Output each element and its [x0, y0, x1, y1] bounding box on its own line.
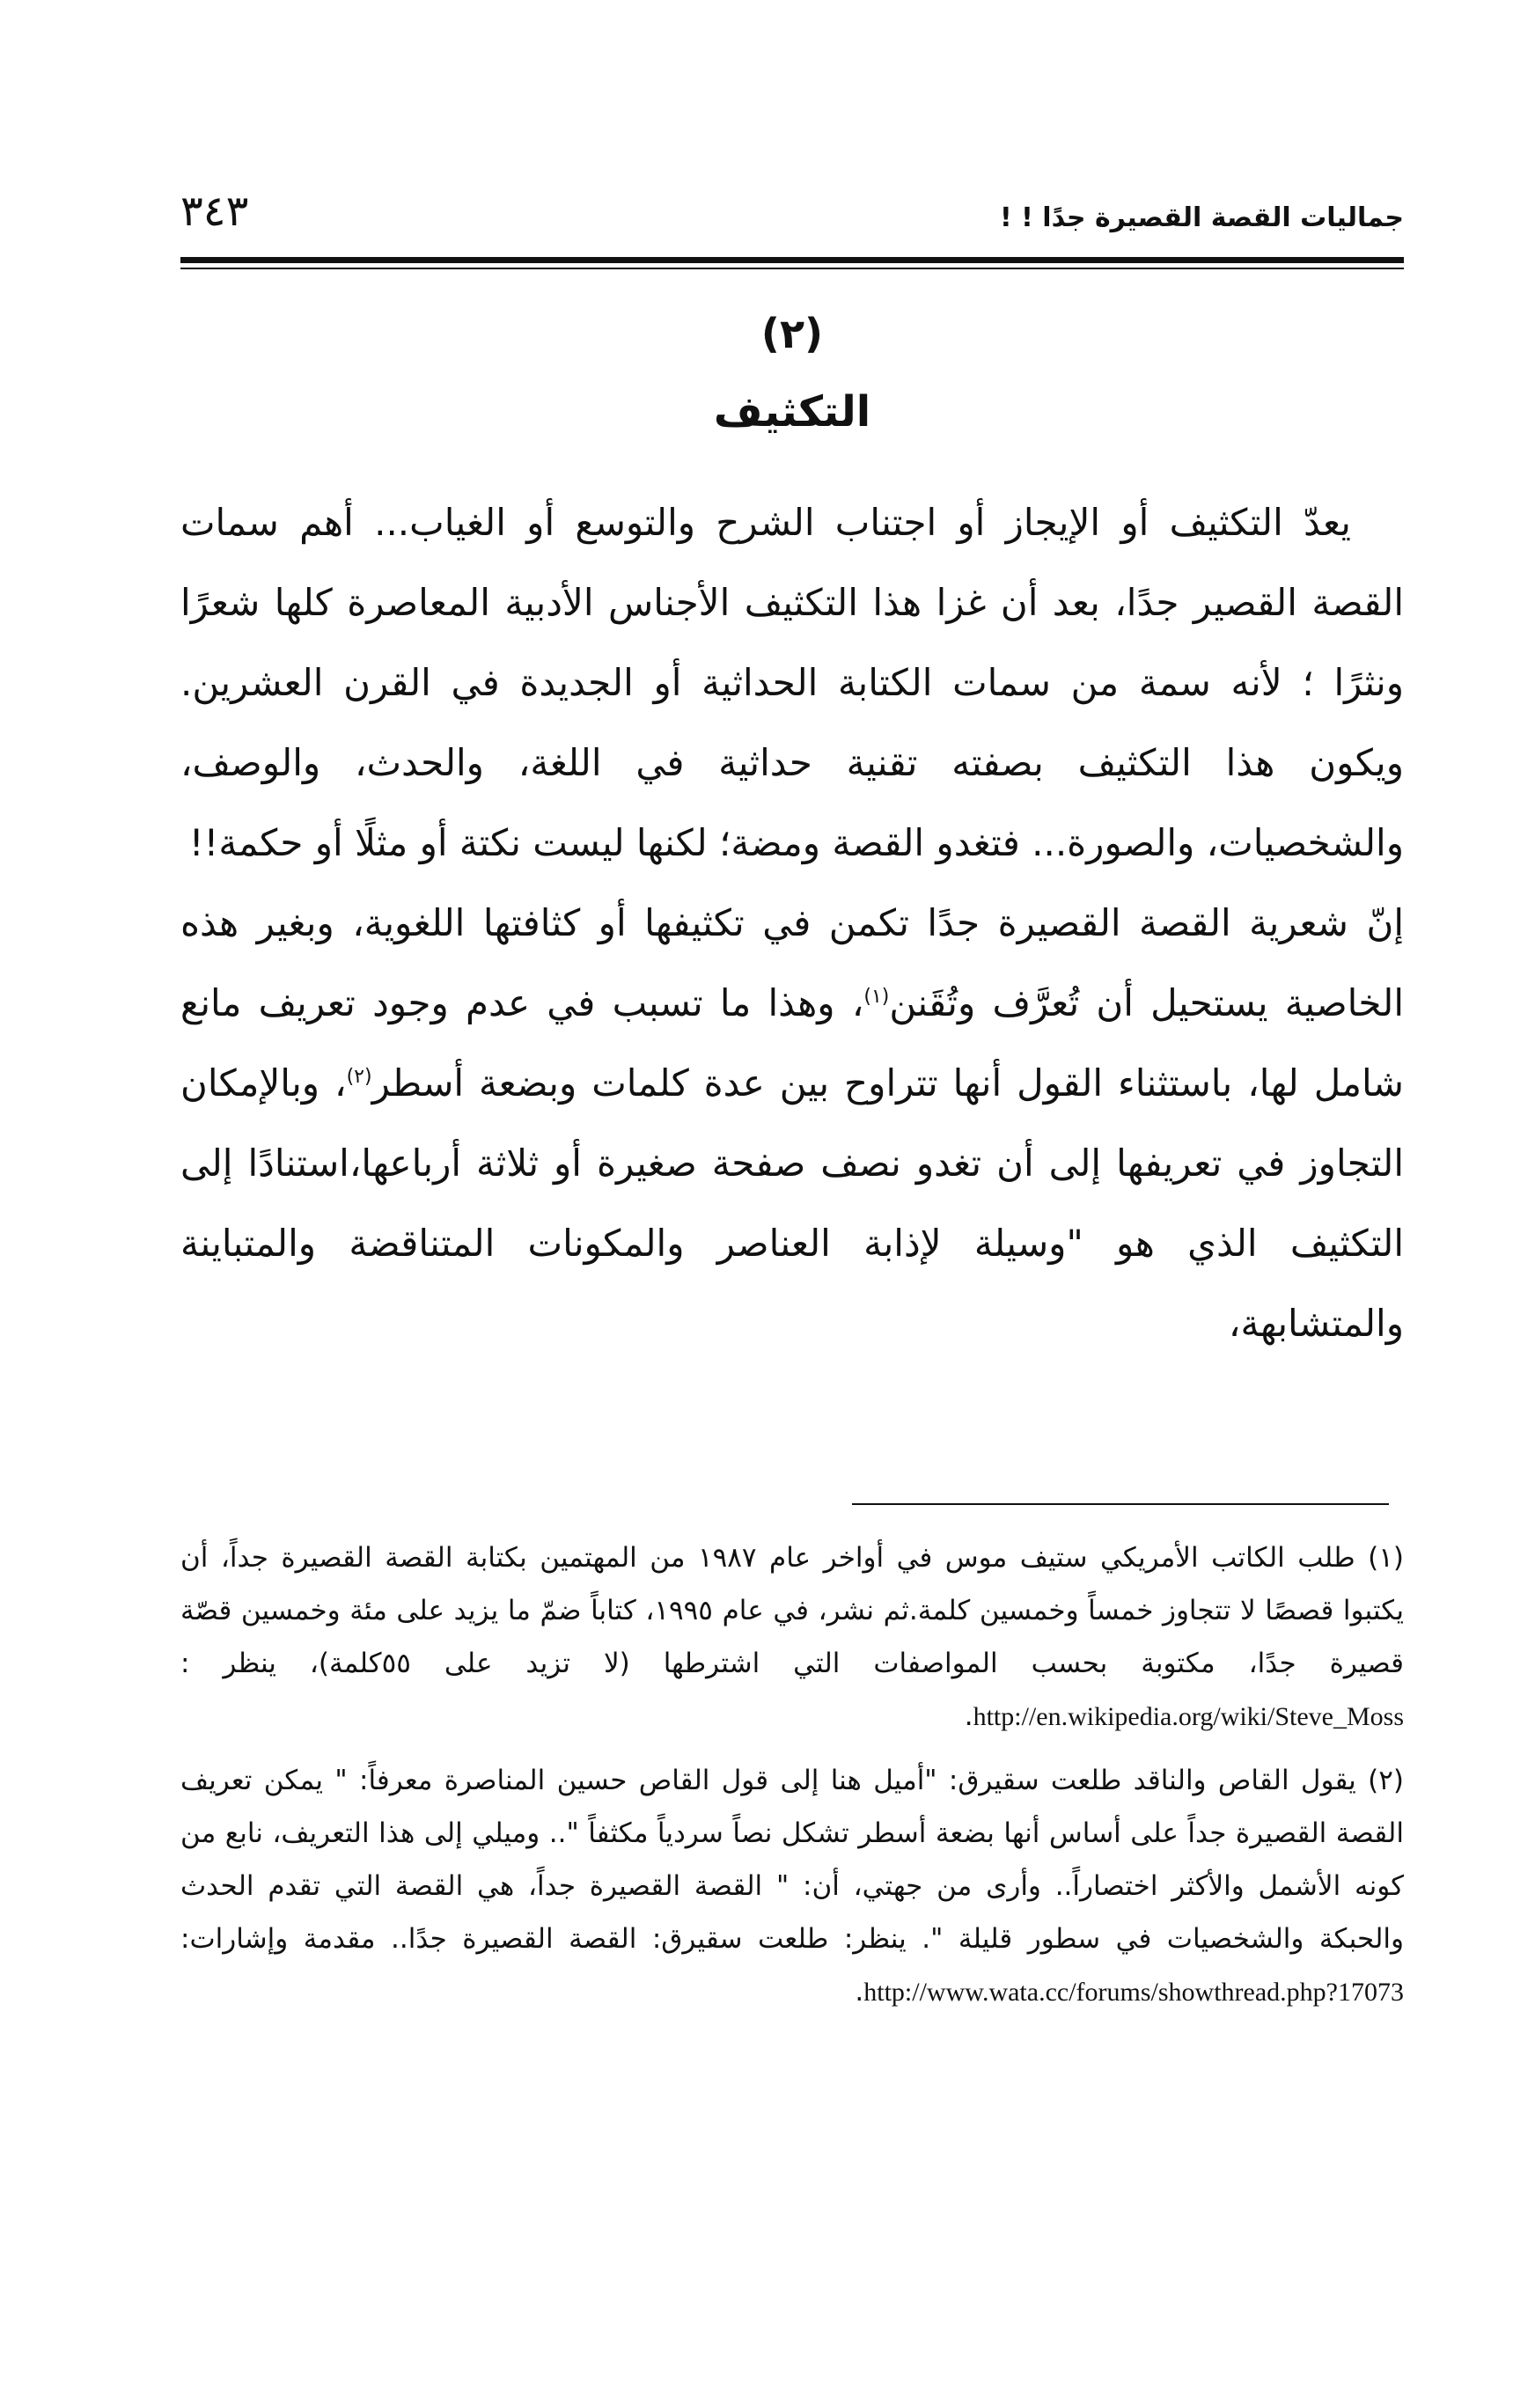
footnote-ref-2[interactable]: (٢)	[346, 1066, 372, 1088]
paragraph-2	[180, 883, 1404, 1363]
body-text	[180, 482, 1404, 1363]
header-rule-thin	[180, 268, 1404, 269]
paragraph-2-part-2: ، وهذا ما تسبب في عدم وجود تعريف مانع شامل لها، باستثناء القول أنها تتراوح بين عدة كلمات وبضعة أسطر	[180, 981, 1404, 1105]
footnotes	[180, 1531, 1404, 2030]
footnote-1-link[interactable]: http://en.wikipedia.org/wiki/Steve_Moss	[973, 1702, 1404, 1731]
running-head	[180, 187, 1404, 248]
footnote-separator	[852, 1503, 1389, 1505]
paragraph-2-part-3: ، وبالإمكان التجاوز في تعريفها إلى أن تغدو نصف صفحة صغيرة أو ثلاثة أرباعها،استنادًا إلى التكثيف الذي هو "وسيلة لإذابة العناصر والمكونات المتناقضة والمتباينة والمتشابهة،	[180, 1061, 1404, 1345]
running-title: جماليات القصة القصيرة جدًا ! !	[1000, 202, 1404, 233]
section-number: (٢)	[760, 310, 824, 357]
footnote-ref-1[interactable]: (١)	[863, 986, 890, 1008]
footnote-2-text: (٢) يقول القاص والناقد طلعت سقيرق: "أميل هنا إلى قول القاص حسين المناصرة معرفاً: " يمكن تعريف القصة القصيرة جداً على أساس أنها بضعة أسطر تشكل نصاً سردياً مكثفاً ".. وميلي إلى هذا التعريف، نابع من كونه الأشمل والأكثر اختصاراً.. وأرى من جهتي، أن: " القصة القصيرة جداً، هي القصة التي تقدم الحدث والحبكة والشخصيات في سطور قليلة ". ينظر: طلعت سقيرق: القصة القصيرة جدًا.. مقدمة وإشارات:	[180, 1765, 1404, 1955]
footnote-1-text: (١) طلب الكاتب الأمريكي ستيف موس في أواخر عام ١٩٨٧ من المهتمين بكتابة القصة القصيرة جداً، أن يكتبوا قصصًا لا تتجاوز خمساً وخمسين كلمة.ثم نشر، في عام ١٩٩٥، كتاباً ضمّ ما يزيد على مئة وخمسين قصّة قصيرة جدًا، مكتوبة بحسب المواصفات التي اشترطها (لا تزيد على ٥٥كلمة)، ينظر :	[180, 1542, 1404, 1679]
paragraph-2-part-1: إنّ شعرية القصة القصيرة جدًا تكمن في تكثيفها أو كثافتها اللغوية، وبغير هذه الخاصية يستحيل أن تُعرَّف وتُقَنن	[180, 901, 1404, 1024]
footnote-1: (١) طلب الكاتب الأمريكي ستيف موس في أواخر عام ١٩٨٧ من المهتمين بكتابة القصة القصيرة جداً، أن يكتبوا قصصًا لا تتجاوز خمساً وخمسين كلمة.ثم نشر، في عام ١٩٩٥، كتاباً ضمّ ما يزيد على مئة وخمسين قصّة قصيرة جدًا، مكتوبة بحسب المواصفات التي اشترطها (لا تزيد على ٥٥كلمة)، ينظر : http://en.wikipedia.org/wiki/Steve_Moss.	[180, 1542, 1404, 1732]
footnote-2: (٢) يقول القاص والناقد طلعت سقيرق: "أميل هنا إلى قول القاص حسين المناصرة معرفاً: " يمكن تعريف القصة القصيرة جداً على أساس أنها بضعة أسطر تشكل نصاً سردياً مكثفاً ".. وميلي إلى هذا التعريف، نابع من كونه الأشمل والأكثر اختصاراً.. وأرى من جهتي، أن: " القصة القصيرة جداً، هي القصة التي تقدم الحدث والحبكة والشخصيات في سطور قليلة ". ينظر: طلعت سقيرق: القصة القصيرة جدًا.. مقدمة وإشارات: http://www.wata.cc/forums/showthread.php?17073.	[180, 1765, 1404, 2008]
footnote-2-link[interactable]: http://www.wata.cc/forums/showthread.php?17073	[863, 1978, 1404, 2007]
header-rule-thick	[180, 257, 1404, 263]
section-title: التكثيف	[713, 387, 871, 437]
paragraph-1: يعدّ التكثيف أو الإيجاز أو اجتناب الشرح والتوسع أو الغياب... أهم سمات القصة القصير جدًا، بعد أن غزا هذا التكثيف الأجناس الأدبية المعاصرة كلها شعرًا ونثرًا ؛ لأنه سمة من سمات الكتابة الحداثية أو الجديدة في القرن العشرين. ويكون هذا التكثيف بصفته تقنية حداثية في اللغة، والحدث، والوصف، والشخصيات، والصورة... فتغدو القصة ومضة؛ لكنها ليست نكتة أو مثلًا أو حكمة!!	[180, 501, 1404, 864]
page-number: ٣٤٣	[180, 187, 249, 236]
